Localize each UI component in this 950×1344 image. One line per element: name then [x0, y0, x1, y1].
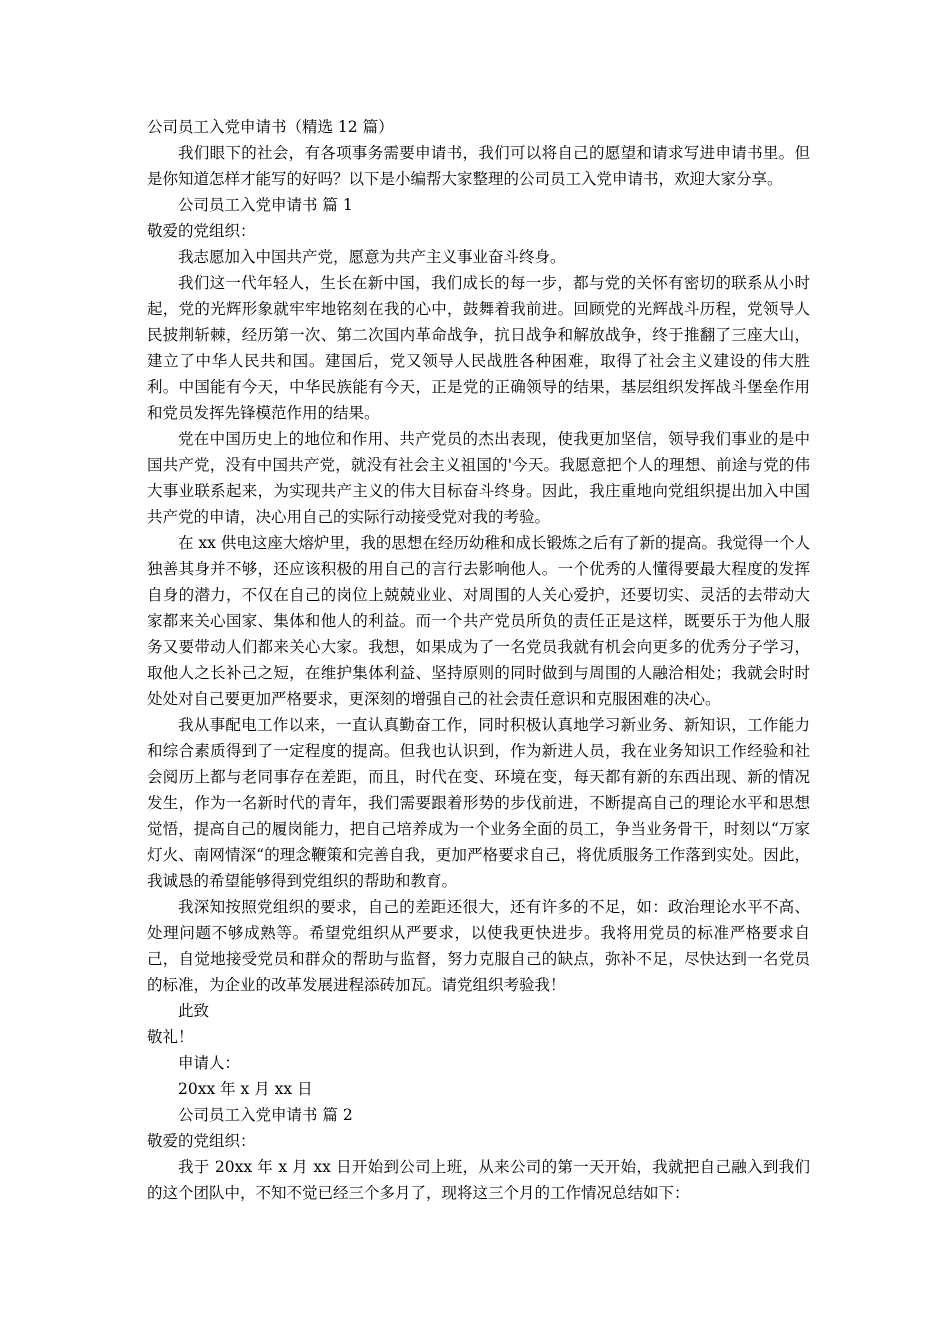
section1-closing: 此致: [178, 1002, 210, 1020]
section1-paragraph: 党在中国历史上的地位和作用、共产党员的杰出表现，使我更加坚信，领导我们事业的是中国共产党，没有中国共产党，就没有社会主义祖国的'今天。我愿意把个人的理想、前途与党的伟大事业联系起来，为实现共产主义的伟大目标奋斗终身。因此，我庄重地向党组织提出加入中国共产党的申请，决心用自己的实际行动接受党对我的考验。: [147, 430, 810, 526]
section1-paragraph: 我志愿加入中国共产党，愿意为共产主义事业奋斗终身。: [178, 248, 566, 266]
section1-date: 20xx 年 x 月 xx 日: [178, 1080, 313, 1098]
document-title: 公司员工入党申请书（精选 12 篇）: [147, 118, 394, 136]
section1-applicant: 申请人：: [178, 1054, 241, 1072]
section1-paragraph: 我们这一代年轻人，生长在新中国，我们成长的每一步，都与党的关怀有密切的联系从小时起，党的光辉形象就牢牢地铭刻在我的心中，鼓舞着我前进。回顾党的光辉战斗历程，党领导人民披荆斩棘，经历第一次、第二次国内革命战争，抗日战争和解放战争，终于推翻了三座大山，建立了中华人民共和国。建国后，党又领导人民战胜各种困难，取得了社会主义建设的伟大胜利。中国能有今天，中华民族能有今天，正是党的正确领导的结果，基层组织发挥战斗堡垒作用和党员发挥先锋模范作用的结果。: [147, 274, 810, 422]
intro-paragraph: 我们眼下的社会，有各项事务需要申请书，我们可以将自己的愿望和请求写进申请书里。但是你知道怎样才能写的好吗？以下是小编帮大家整理的公司员工入党申请书，欢迎大家分享。: [147, 144, 810, 188]
section1-paragraph: 在 xx 供电这座大熔炉里，我的思想在经历幼稚和成长锻炼之后有了新的提高。我觉得一个人独善其身并不够，还应该积极的用自己的言行去影响他人。一个优秀的人懂得要最大程度的发挥自身的潜力，不仅在自己的岗位上兢兢业业、对周围的人关心爱护，还要切实、灵活的去带动大家都来关心国家、集体和他人的利益。而一个共产党员所负的责任正是这样，既要乐于为他人服务又要带动人们都来关心大家。我想，如果成为了一名党员我就有机会向更多的优秀分子学习，取他人之长补己之短，在维护集体利益、坚持原则的同时做到与周围的人融洽相处；我就会时时处处对自己要更加严格要求，更深刻的增强自己的社会责任意识和克服困难的决心。: [147, 534, 810, 708]
section1-regards: 敬礼！: [147, 1028, 194, 1046]
section2-heading: 公司员工入党申请书 篇 2: [178, 1106, 353, 1124]
section1-paragraph: 我深知按照党组织的要求，自己的差距还很大，还有许多的不足，如：政治理论水平不高、处理问题不够成熟等。希望党组织从严要求，以使我更快进步。我将用党员的标准严格要求自己，自觉地接受党员和群众的帮助与监督，努力克服自己的缺点，弥补不足，尽快达到一名党员的标准，为企业的改革发展进程添砖加瓦。请党组织考验我！: [147, 898, 810, 994]
section1-salutation: 敬爱的党组织：: [147, 222, 256, 240]
section1-heading: 公司员工入党申请书 篇 1: [178, 196, 353, 214]
document-page: [147, 114, 810, 1206]
section1-paragraph: 我从事配电工作以来，一直认真勤奋工作，同时积极认真地学习新业务、新知识，工作能力和综合素质得到了一定程度的提高。但我也认识到，作为新进人员，我在业务知识工作经验和社会阅历上都与老同事存在差距，而且，时代在变、环境在变，每天都有新的东西出现、新的情况发生，作为一名新时代的青年，我们需要跟着形势的步伐前进，不断提高自己的理论水平和思想觉悟，提高自己的履岗能力，把自己培养成为一个业务全面的员工，争当业务骨干，时刻以“万家灯火、南网情深“的理念鞭策和完善自我，更加严格要求自己，将优质服务工作落到实处。因此，我诚恳的希望能够得到党组织的帮助和教育。: [147, 716, 810, 890]
section2-paragraph: 我于 20xx 年 x 月 xx 日开始到公司上班，从来公司的第一天开始，我就把自己融入到我们的这个团队中，不知不觉已经三个多月了，现将这三个月的工作情况总结如下：: [147, 1158, 810, 1202]
section2-salutation: 敬爱的党组织：: [147, 1132, 256, 1150]
